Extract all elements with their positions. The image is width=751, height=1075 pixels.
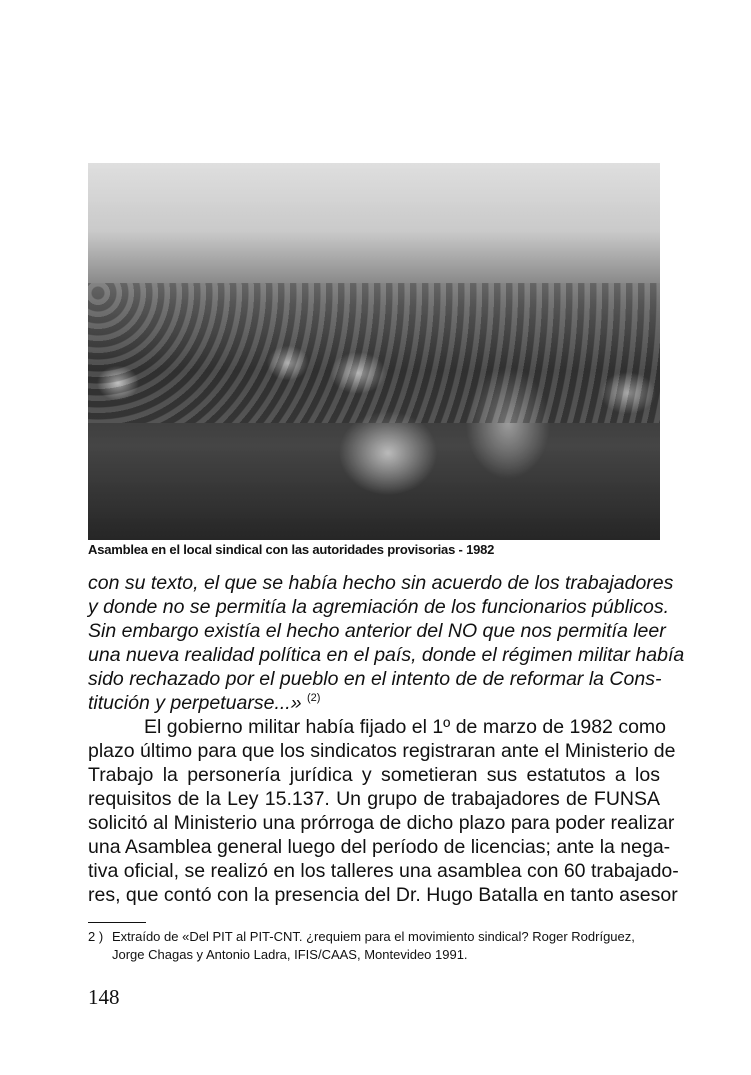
paragraph-line: tiva oficial, se realizó en los talleres una asamblea con 60 trabajado- [88, 860, 679, 882]
quote-line: Sin embargo existía el hecho anterior del NO que nos permitía leer [88, 620, 666, 642]
paragraph-line: Trabajo la personería jurídica y sometieran sus estatutos a los [88, 764, 660, 786]
quote-line: una nueva realidad política en el país, donde el régimen militar había [88, 644, 685, 666]
paragraph-line: El gobierno militar había fijado el 1º de marzo de 1982 como [144, 716, 667, 738]
quote-line: titución y perpetuarse...» [88, 692, 302, 714]
paragraph [88, 715, 679, 907]
footnote-line: Extraído de «Del PIT al PIT-CNT. ¿requiem para el movimiento sindical? Roger Rodríguez, [112, 929, 635, 944]
photo-caption: Asamblea en el local sindical con las autoridades provisorias - 1982 [88, 542, 495, 557]
paragraph-line: res, que contó con la presencia del Dr. Hugo Batalla en tanto asesor [88, 884, 678, 906]
paragraph-line: solicitó al Ministerio una prórroga de dicho plazo para poder realizar [88, 812, 675, 834]
quote-line: y donde no se permitía la agremiación de los funcionarios públicos. [88, 596, 670, 618]
footnote [88, 928, 678, 964]
quote-line: con su texto, el que se había hecho sin acuerdo de los trabajadores [88, 572, 674, 594]
footnote-number: 2 ) [88, 929, 104, 944]
crowd-texture [88, 283, 660, 423]
quote-block [88, 571, 685, 715]
paragraph-line: plazo último para que los sindicatos registraran ante el Ministerio de [88, 740, 676, 762]
footnote-divider [88, 922, 146, 923]
quote-line: sido rechazado por el pueblo en el intento de de reformar la Cons- [88, 668, 662, 690]
footnote-ref: (2) [306, 692, 321, 704]
body-text [88, 571, 685, 907]
footnote-line: Jorge Chagas y Antonio Ladra, IFIS/CAAS, Montevideo 1991. [112, 947, 468, 962]
paragraph-line: una Asamblea general luego del período de licencias; ante la nega- [88, 836, 671, 858]
assembly-photo [88, 163, 660, 540]
paragraph-line: requisitos de la Ley 15.137. Un grupo de trabajadores de FUNSA [88, 788, 660, 810]
quote-line-last [88, 691, 660, 715]
page-number: 148 [88, 985, 120, 1009]
